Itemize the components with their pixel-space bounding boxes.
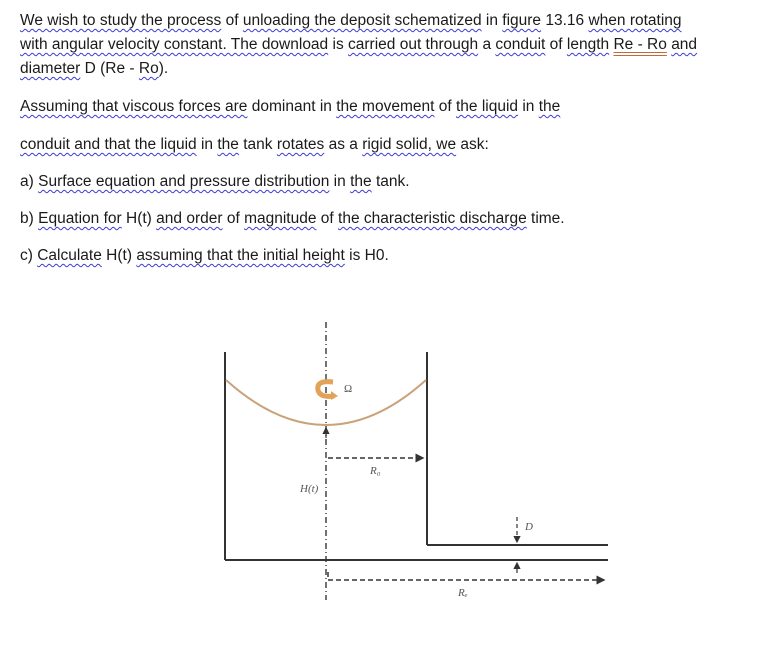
outer-radius-dimension — [328, 572, 604, 580]
inner-radius-label: R₀ — [370, 465, 381, 477]
problem-intro-line-2: with angular velocity constant. The download is carried out through a conduit of length Re - Ro and — [20, 36, 698, 53]
tank-walls — [225, 352, 608, 560]
question-c: c) Calculate H(t) assuming that the initial height is H0. — [20, 247, 389, 264]
problem-intro-line-3: diameter D (Re - Ro). — [20, 60, 169, 77]
rotation-arrow-icon — [318, 382, 338, 400]
outer-radius-label: Rₑ — [458, 587, 468, 599]
problem-intro-line-1: We wish to study the process of unloading the deposit schematized in figure 13.16 when rotating — [20, 12, 682, 29]
height-label: H(t) — [300, 483, 319, 495]
question-a: a) Surface equation and pressure distribution in the tank. — [20, 173, 410, 190]
omega-label: Ω — [344, 383, 353, 395]
diameter-label: D — [525, 521, 533, 533]
assumption-line-1: Assuming that viscous forces are dominant in the movement of the liquid in the — [20, 98, 561, 115]
assumption-line-2: conduit and that the liquid in the tank rotates as a rigid solid, we ask: — [20, 136, 489, 153]
question-b: b) Equation for H(t) and order of magnitude of the characteristic discharge time. — [20, 210, 565, 227]
